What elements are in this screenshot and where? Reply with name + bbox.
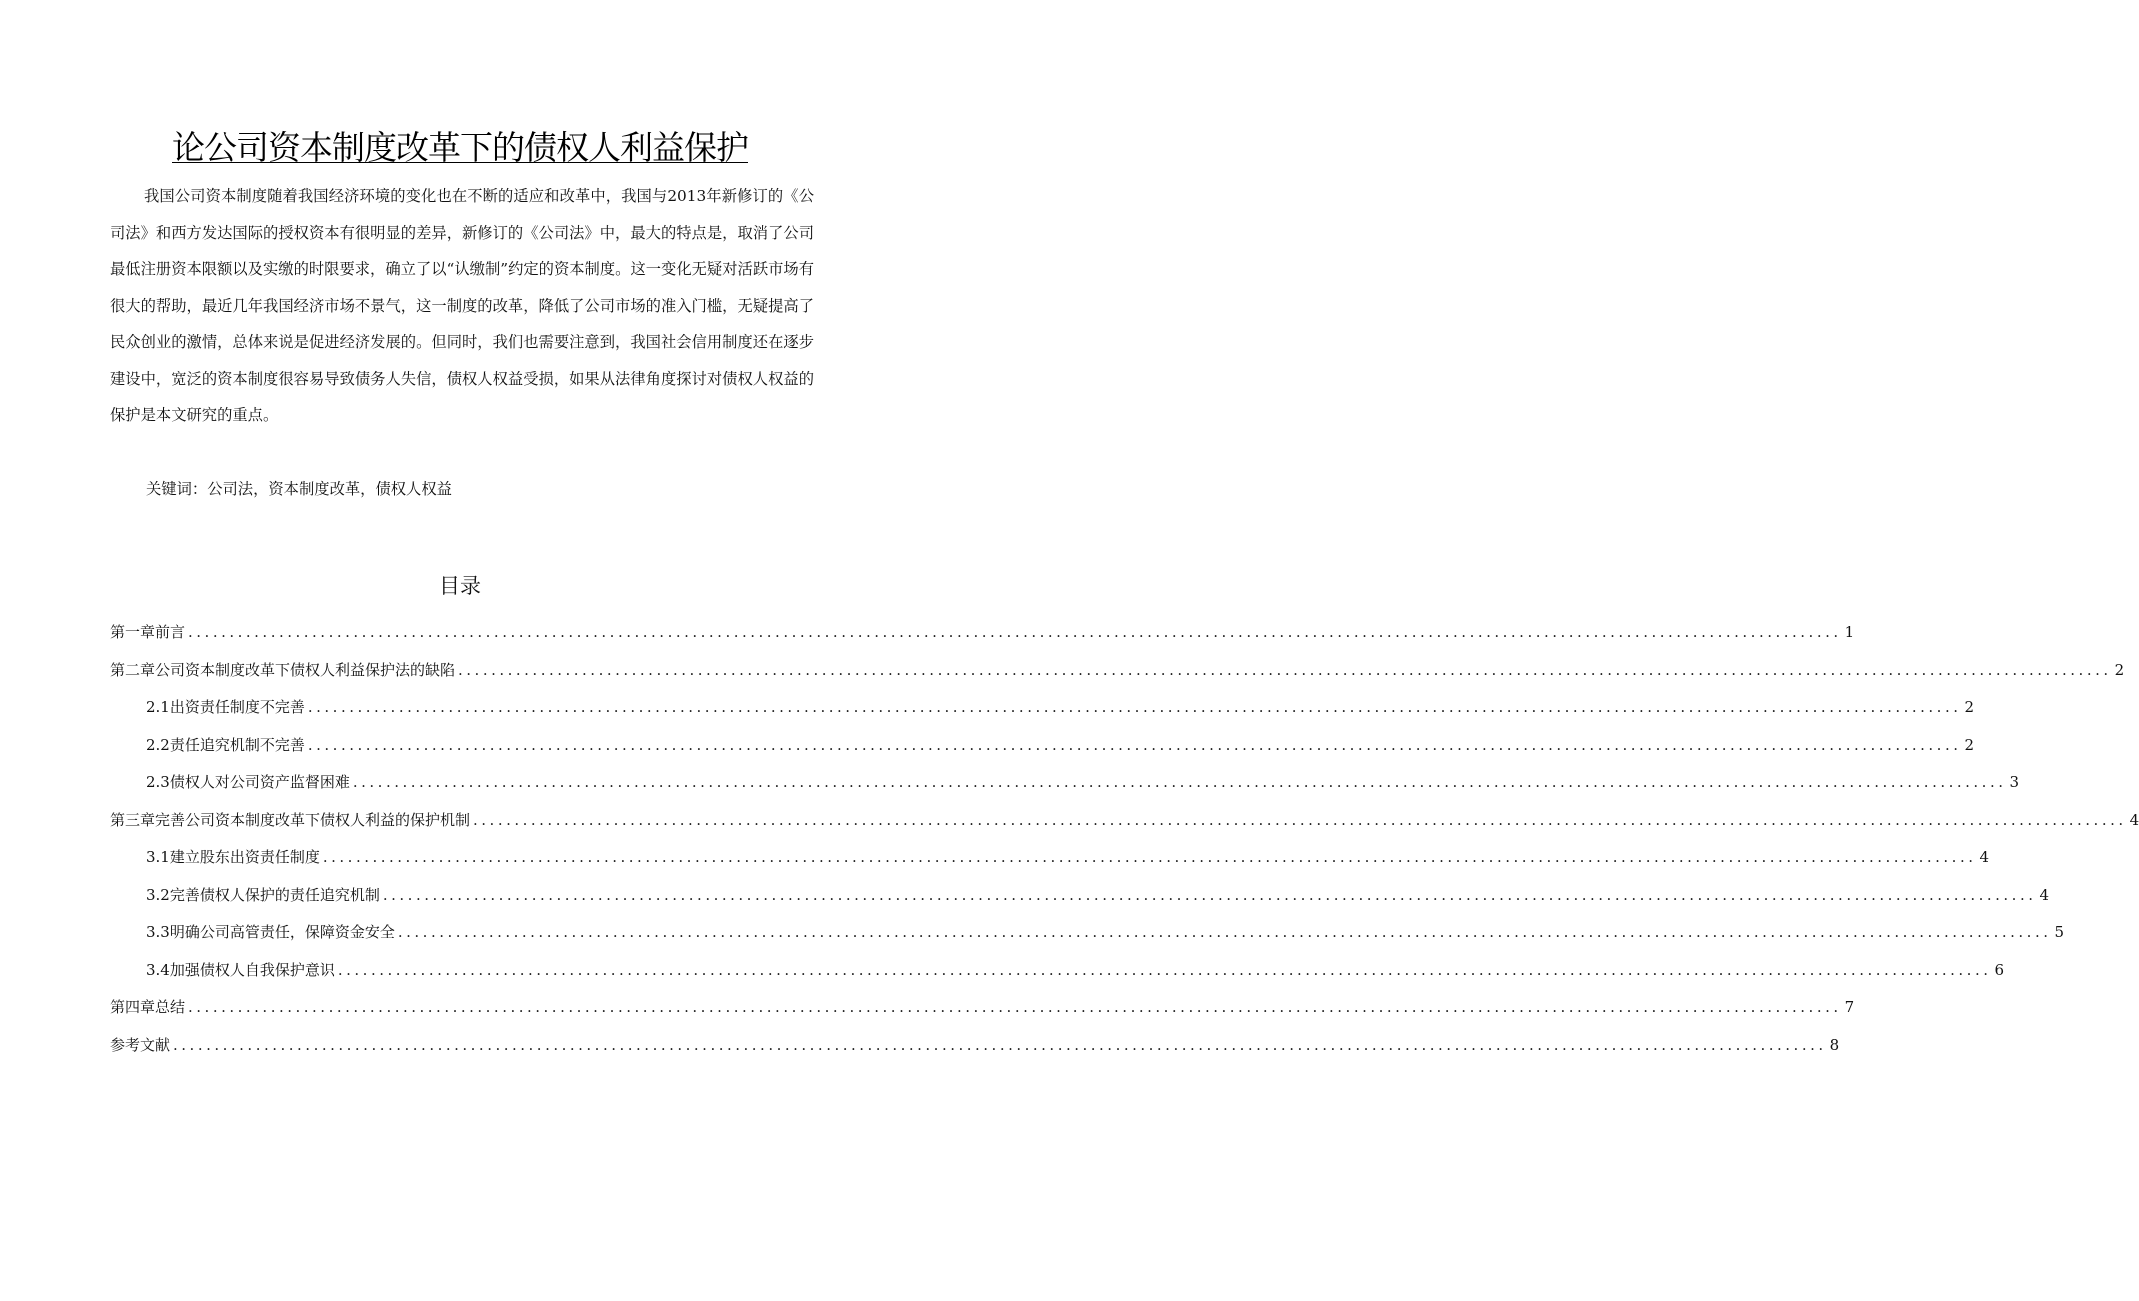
toc-leader-dots: ........................................................................................................................................................................................................ — [352, 773, 2007, 791]
toc-entry-text: 第三章完善公司资本制度改革下债权人利益的保护机制 — [110, 810, 471, 829]
toc-leader-dots: ........................................................................................................................................................................................................ — [337, 960, 1992, 979]
toc-entry-page: 1 — [1844, 623, 1855, 641]
toc-entry-text: 第一章前言 — [110, 623, 186, 641]
document-title: 论公司资本制度改革下的债权人利益保护 — [172, 128, 748, 167]
toc-leader-dots: ........................................................................................................................................................................................................ — [188, 998, 1842, 1016]
toc-entry-ch1[interactable] — [110, 617, 1855, 655]
toc-entry-text: 加强债权人自我保护意识 — [169, 960, 335, 979]
keywords-line: 关键词：公司法，资本制度改革，债权人权益 — [146, 480, 452, 498]
toc-entry-text: 第四章总结 — [110, 998, 186, 1016]
toc-entry-text: 债权人对公司资产监督困难 — [169, 773, 350, 791]
toc-entry-number: 2.3 — [146, 773, 170, 791]
toc-entry-ch4[interactable] — [110, 992, 1855, 1030]
toc-entry-page: 6 — [1994, 960, 2005, 979]
toc-entry-number: 2.1 — [146, 698, 170, 716]
toc-entry-3-3[interactable] — [110, 917, 2065, 955]
toc-leader-dots: ........................................................................................................................................................................................................ — [397, 923, 2052, 941]
toc-entry-number: 3.3 — [146, 923, 170, 941]
toc-entry-2-3[interactable] — [110, 767, 2020, 805]
toc-heading: 目录 — [439, 574, 481, 598]
toc-entry-ch2[interactable] — [110, 655, 2125, 693]
toc-leader-dots: ........................................................................................................................................................................................................ — [307, 698, 1962, 716]
toc-entry-number: 3.1 — [146, 848, 170, 866]
toc-entry-page: 4 — [2039, 885, 2050, 904]
toc-leader-dots: ........................................................................................................................................................................................................ — [322, 848, 1977, 866]
toc-entry-page: 3 — [2009, 773, 2020, 791]
toc-entry-page: 2 — [1964, 735, 1975, 754]
toc-entry-3-4[interactable] — [110, 955, 2005, 993]
toc-entry-text: 完善债权人保护的责任追究机制 — [169, 885, 380, 904]
toc-entry-page: 4 — [2129, 810, 2139, 829]
toc-entry-ch3[interactable] — [110, 805, 2139, 843]
toc-entry-page: 2 — [2114, 660, 2125, 679]
toc-entry-number: 3.4 — [146, 960, 170, 979]
toc-entry-page: 7 — [1844, 998, 1855, 1016]
toc-entry-2-2[interactable] — [110, 730, 1975, 768]
toc-leader-dots: ........................................................................................................................................................................................................ — [458, 660, 2112, 679]
toc-leader-dots: ........................................................................................................................................................................................................ — [473, 810, 2127, 829]
toc-entry-text: 责任追究机制不完善 — [169, 735, 305, 754]
toc-entry-page: 4 — [1979, 848, 1990, 866]
toc-entry-text: 建立股东出资责任制度 — [169, 848, 320, 866]
toc-entry-references[interactable] — [110, 1030, 1840, 1068]
toc-entry-page: 8 — [1829, 1035, 1840, 1054]
toc-entry-2-1[interactable] — [110, 692, 1975, 730]
toc-entry-number: 2.2 — [146, 735, 170, 754]
toc-entry-text: 出资责任制度不完善 — [169, 698, 305, 716]
toc-entry-text: 第二章公司资本制度改革下债权人利益保护法的缺陷 — [110, 660, 456, 679]
toc-leader-dots: ........................................................................................................................................................................................................ — [188, 623, 1842, 641]
toc-leader-dots: ........................................................................................................................................................................................................ — [173, 1035, 1827, 1054]
toc-entry-number: 3.2 — [146, 885, 170, 904]
table-of-contents — [110, 617, 2139, 1067]
toc-leader-dots: ........................................................................................................................................................................................................ — [382, 885, 2037, 904]
toc-entry-page: 2 — [1964, 698, 1975, 716]
toc-entry-text: 参考文献 — [110, 1035, 171, 1054]
toc-leader-dots: ........................................................................................................................................................................................................ — [307, 735, 1962, 754]
toc-entry-3-1[interactable] — [110, 842, 1990, 880]
toc-entry-text: 明确公司高管责任，保障资金安全 — [169, 923, 395, 941]
abstract-paragraph: 我国公司资本制度随着我国经济环境的变化也在不断的适应和改革中，我国与2013年新修订的《公司法》和西方发达国际的授权资本有很明显的差异，新修订的《公司法》中，最大的特点是，取消了公司最低注册资本限额以及实缴的时限要求，确立了以“认缴制”约定的资本制度。这一变化无疑对活跃市场有很大的帮助，最近几年我国经济市场不景气，这一制度的改革，降低了公司市场的准入门槛，无疑提高了民众创业的激情，总体来说是促进经济发展的。但同时，我们也需要注意到，我国社会信用制度还在逐步建设中，宽泛的资本制度很容易导致债务人失信，债权人权益受损，如果从法律角度探讨对债权人权益的保护是本文研究的重点。 — [110, 187, 815, 424]
toc-entry-page: 5 — [2054, 923, 2065, 941]
toc-entry-3-2[interactable] — [110, 880, 2050, 918]
